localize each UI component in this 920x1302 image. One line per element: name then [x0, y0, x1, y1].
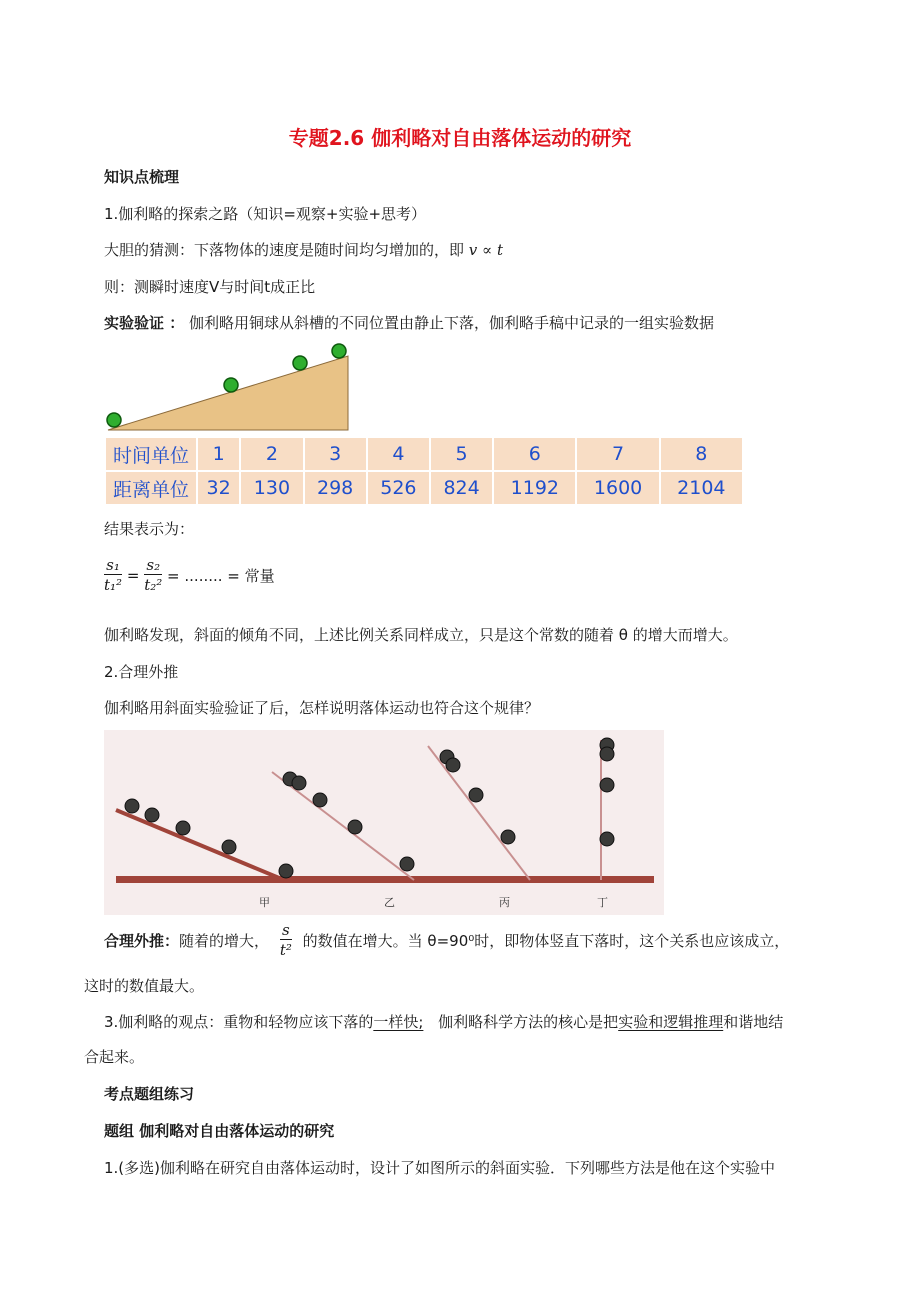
- ball-2: [224, 378, 238, 392]
- table-cell: 6: [493, 437, 576, 471]
- item-3-line: [104, 1011, 783, 1032]
- table-row-time: [105, 437, 743, 471]
- experiment-text: 伽利略用铜球从斜槽的不同位置由静止下落，伽利略手稿中记录的一组实验数据: [189, 314, 715, 332]
- ball: [145, 808, 159, 822]
- ball-1: [107, 413, 121, 427]
- ball: [125, 799, 139, 813]
- angles-figure: [104, 730, 664, 915]
- ball: [292, 776, 306, 790]
- guess-text: 大胆的猜测：下落物体的速度是随时间均匀增加的，即: [104, 241, 465, 259]
- extrapolation-label: 合理外推：: [104, 932, 180, 950]
- ball: [279, 864, 293, 878]
- discovery-text: 伽利略发现，斜面的倾角不同，上述比例关系同样成立，只是这个常数的随着 θ 的增大而增大。: [104, 626, 738, 644]
- table-cell: 130: [240, 471, 303, 505]
- extrapolation-text-a: 随着的增大，: [179, 932, 270, 950]
- ball-3: [293, 356, 307, 370]
- table-cell: 7: [576, 437, 659, 471]
- experiment-label: 实验验证 ：: [104, 314, 185, 332]
- table-cell: 2: [240, 437, 303, 471]
- item-3-text-c: 和谐地结: [723, 1013, 784, 1031]
- ball: [600, 747, 614, 761]
- ground-rod: [116, 876, 654, 883]
- ball: [313, 793, 327, 807]
- extrapolation-line: [104, 921, 789, 960]
- fraction-1-num: s₁: [104, 556, 122, 575]
- extrapolation-den: t²: [279, 941, 292, 959]
- item-3-underline-1: 一样快;: [373, 1013, 424, 1031]
- table-row-distance: [105, 471, 743, 505]
- fraction-1: [104, 556, 122, 595]
- fraction-1-den: t₁²: [104, 576, 123, 594]
- table-cell: 2104: [660, 471, 743, 505]
- item-3-text-d: 合起来。: [84, 1048, 145, 1066]
- label-jia: 甲: [259, 896, 270, 909]
- item-1-text: 1.伽利略的探索之路（知识=观察+实验+思考）: [104, 205, 427, 223]
- ball: [501, 830, 515, 844]
- fraction-2-den: t₂²: [144, 576, 163, 594]
- question-1-text: 1.(多选)伽利略在研究自由落体运动时，设计了如图所示的斜面实验．下列哪些方法是他在这个实验中: [104, 1159, 776, 1177]
- fraction-2-num: s₂: [144, 556, 162, 575]
- group-heading: 题组 伽利略对自由落体运动的研究: [104, 1122, 335, 1140]
- extrapolation-text-c: 这时的数值最大。: [84, 977, 205, 995]
- ratio-formula: $\frac{\text{s₁}}{\text{t₁²}}$ = $\frac{\text{s₂}}{\text{t₂²}}$ = ........ = 常量: [104, 556, 275, 594]
- table-cell: 32: [197, 471, 240, 505]
- extrapolation-fraction: [280, 921, 292, 960]
- ball: [348, 820, 362, 834]
- knowledge-heading: 知识点梳理: [104, 168, 180, 186]
- table-cell: 1600: [576, 471, 659, 505]
- data-table: [104, 436, 744, 506]
- ball: [600, 832, 614, 846]
- result-label: 结果表示为：: [104, 520, 195, 538]
- ball: [176, 821, 190, 835]
- ramp-shape: [108, 356, 348, 430]
- ball: [400, 857, 414, 871]
- item-2-text: 2.合理外推: [104, 663, 179, 681]
- ramp-figure: [100, 338, 360, 436]
- label-bing: 丙: [499, 896, 510, 909]
- experiment-line: [104, 312, 714, 333]
- ball: [469, 788, 483, 802]
- ball-4: [332, 344, 346, 358]
- extrapolation-num: s: [280, 921, 292, 940]
- table-row-label: 距离单位: [105, 471, 197, 505]
- table-cell: 1: [197, 437, 240, 471]
- guess-line: [104, 239, 503, 260]
- fraction-2: [144, 556, 162, 595]
- label-ding: 丁: [597, 896, 608, 909]
- page-title: 专题2.6 伽利略对自由落体运动的研究: [288, 126, 632, 150]
- ball: [446, 758, 460, 772]
- formula-tail: = ........ = 常量: [167, 567, 275, 585]
- table-cell: 3: [304, 437, 367, 471]
- extrapolation-text-b: 的数值在增大。当 θ=90⁰时，即物体竖直下落时，这个关系也应该成立，: [302, 932, 790, 950]
- table-cell: 1192: [493, 471, 576, 505]
- then-line: 则：测瞬时速度V与时间t成正比: [104, 278, 316, 296]
- table-cell: 824: [430, 471, 493, 505]
- item-3-text-a: 3.伽利略的观点：重物和轻物应该下落的: [104, 1013, 374, 1031]
- table-cell: 8: [660, 437, 743, 471]
- practice-heading: 考点题组练习: [104, 1085, 195, 1103]
- table-cell: 298: [304, 471, 367, 505]
- item-3-text-b: 伽利略科学方法的核心是把: [438, 1013, 619, 1031]
- table-cell: 5: [430, 437, 493, 471]
- item-3-underline-2: 实验和逻辑推理: [618, 1013, 724, 1031]
- table-cell: 4: [367, 437, 430, 471]
- guess-formula: v ∝ t: [468, 241, 503, 259]
- label-yi: 乙: [384, 896, 395, 909]
- ball: [600, 778, 614, 792]
- ball: [222, 840, 236, 854]
- table-row-label: 时间单位: [105, 437, 197, 471]
- table-cell: 526: [367, 471, 430, 505]
- question-text: 伽利略用斜面实验验证了后，怎样说明落体运动也符合这个规律？: [104, 699, 540, 717]
